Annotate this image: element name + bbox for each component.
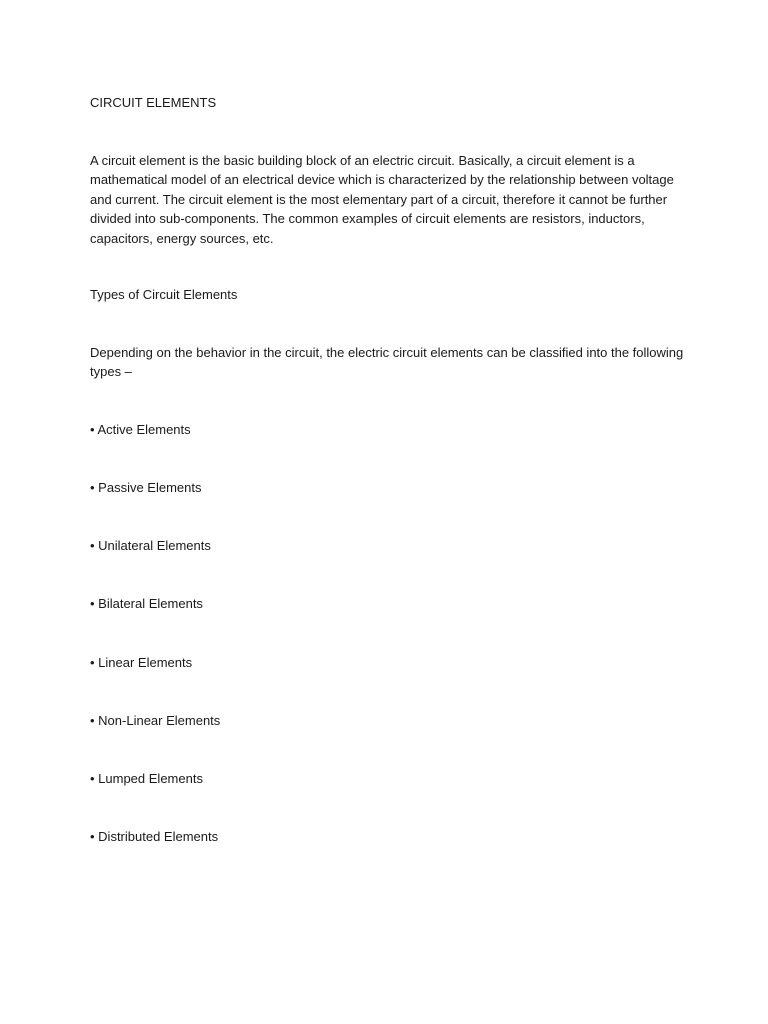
definition-paragraph [90,151,674,248]
list-item-unilateral-elements: • Unilateral Elements [90,538,211,553]
section-heading: Types of Circuit Elements [90,287,238,302]
paragraph-line: divided into sub-components. The common examples of circuit elements are resistors, inductors, [90,211,645,227]
paragraph-line: and current. The circuit element is the most elementary part of a circuit, therefore it cannot be further [90,191,668,207]
intro-line: Depending on the behavior in the circuit, the electric circuit elements can be classified into the following [90,345,684,360]
list-item-linear-elements: • Linear Elements [90,655,193,670]
paragraph-line: A circuit element is the basic building block of an electric circuit. Basically, a circuit element is a [90,153,635,168]
list-item-non-linear-elements: • Non-Linear Elements [90,713,221,728]
list-item-distributed-elements: • Distributed Elements [90,829,219,844]
intro-paragraph [90,343,683,382]
intro-line: types – [90,364,132,380]
list-item-passive-elements: • Passive Elements [90,480,202,495]
document-title: CIRCUIT ELEMENTS [90,95,217,110]
list-item-bilateral-elements: • Bilateral Elements [90,596,203,611]
list-item-lumped-elements: • Lumped Elements [90,771,203,786]
paragraph-line: capacitors, energy sources, etc. [90,230,274,246]
list-item-active-elements: • Active Elements [90,422,191,437]
paragraph-line: mathematical model of an electrical device which is characterized by the relationship between voltage [90,172,674,188]
